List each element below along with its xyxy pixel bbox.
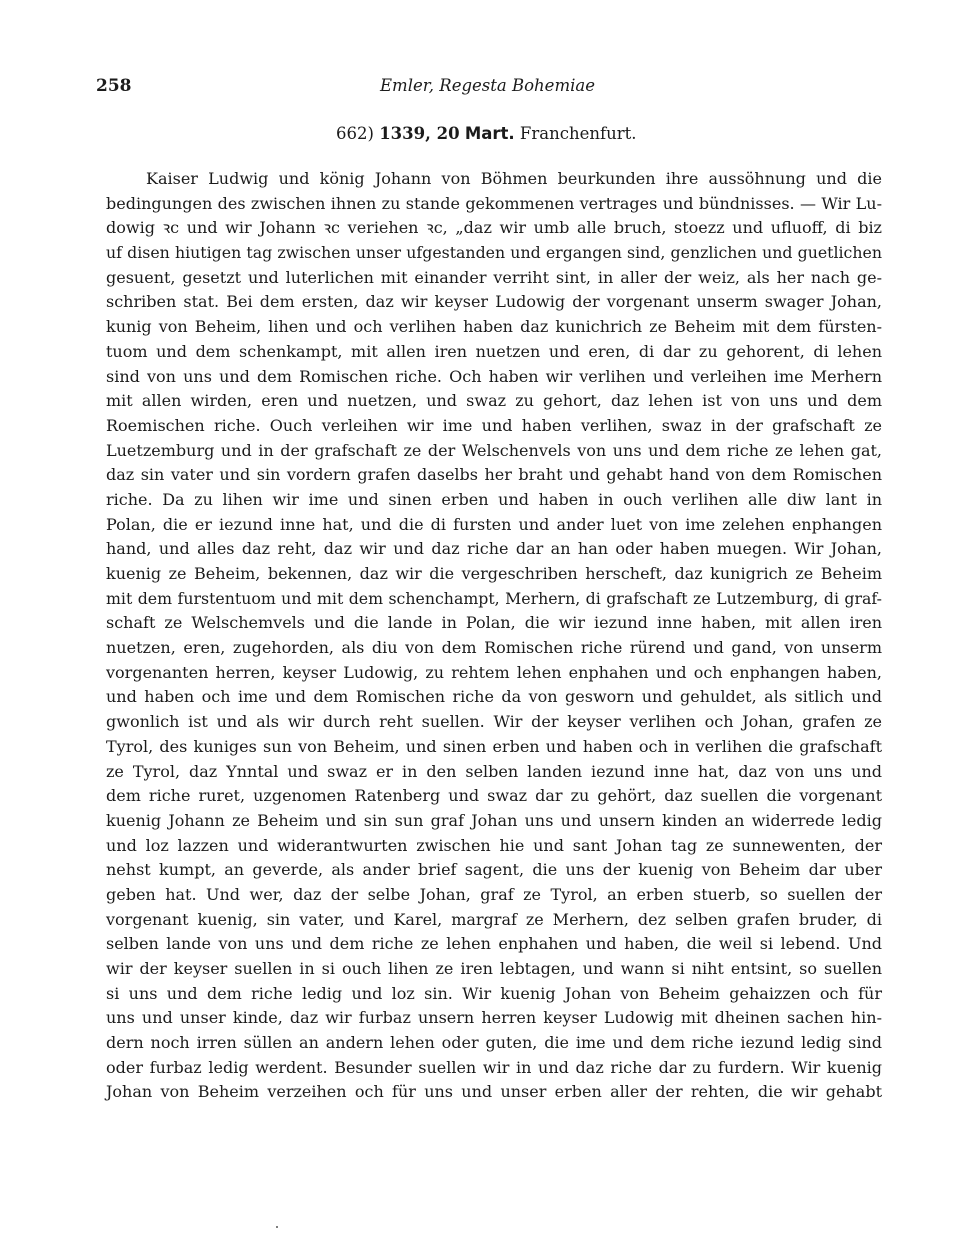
text-line: gwonlich ist und als wir durch reht suellen. Wir der keyser verlihen och Johan, grafen ze: [106, 712, 882, 732]
text-line: und loz lazzen und widerantwurten zwischen hie und sant Johan tag ze sunnewenten, der: [106, 835, 882, 855]
text-line: Polan, die er iezund inne hat, und die di fursten und ander luet von ime zelehen enphangen: [106, 514, 882, 534]
text-line: schriben stat. Bei dem ersten, daz wir keyser Ludowig der vorgenant unserm swager Johan,: [106, 292, 882, 312]
text-line: dem riche ruret, uzgenomen Ratenberg und swaz dar zu gehört, daz suellen die vorgenant: [106, 786, 882, 806]
entry-heading: [336, 124, 636, 143]
text-line: tuom und dem schenkampt, mit allen iren nuetzen und eren, di dar zu gehorent, di lehen: [106, 341, 882, 361]
text-line: gesuent, gesetzt und luterlichen mit einander verriht sint, in aller der weiz, als her nach ge-: [106, 267, 882, 287]
text-line: uns und unser kinde, daz wir furbaz unsern herren keyser Ludowig mit dheinen sachen hin-: [106, 1008, 882, 1028]
text-line: vorgenanten herren, keyser Ludowig, zu rehtem lehen enphahen und och enphangen haben,: [106, 662, 882, 682]
text-line: oder furbaz ledig werdent. Besunder suellen wir in und daz riche dar zu furdern. Wir kuenig: [106, 1057, 882, 1077]
text-line: kuenig Johann ze Beheim und sin sun graf Johan uns und unsern kinden an widerrede ledig: [106, 810, 882, 830]
text-line: selben lande von uns und dem riche ze lehen enphahen und haben, die weil si lebend. Und: [106, 934, 882, 954]
text-line: kuenig ze Beheim, bekennen, daz wir die vergeschriben herscheft, daz kunigrich ze Beheim: [106, 564, 882, 583]
entry-date: 1339, 20: [379, 124, 460, 143]
text-line: bedingungen des zwischen ihnen zu stande gekommenen vertrages und bündnisses. — Wir Lu-: [106, 193, 882, 213]
text-line: daz sin vater und sin vordern grafen daselbs her braht und gehabt hand von dem Romischen: [106, 465, 882, 485]
text-line: mit allen wirden, eren und nuetzen, und swaz zu gehort, daz lehen ist von uns und dem: [106, 391, 882, 411]
text-line: Kaiser Ludwig und könig Johann von Böhmen beurkunden ihre aussöhnung und die: [146, 169, 882, 188]
text-line: Roemischen riche. Ouch verleihen wir ime und haben verlihen, swaz in der grafschaft ze: [106, 415, 882, 435]
text-line: wir der keyser suellen in si ouch lihen ze iren lebtagen, und wann si niht entsint, so suellen: [106, 959, 882, 978]
text-line: si uns und dem riche ledig und loz sin. Wir kuenig Johan von Beheim gehaizzen och für: [106, 983, 882, 1003]
page-number: 258: [96, 76, 132, 96]
text-line: und haben och ime und dem Romischen riche da von gesworn und gehuldet, als sitlich und: [106, 687, 882, 707]
text-line: ze Tyrol, daz Ynntal und swaz er in den selben landen iezund inne hat, daz von uns und: [106, 761, 882, 781]
text-line: uf disen hiutigen tag zwischen unser ufgestanden und ergangen sind, genzlichen und guetlichen: [106, 243, 882, 263]
entry-number: 662): [336, 124, 374, 143]
text-line: kunig von Beheim, lihen und och verlihen haben daz kunichrich ze Beheim mit dem fürsten-: [106, 317, 882, 337]
text-line: dowig ꝛc und wir Johann ꝛc veriehen ꝛc, „daz wir umb alle bruch, stoezz und ufluoff, di biz: [106, 218, 882, 238]
text-line: nuetzen, eren, zugehorden, als diu von dem Romischen riche rürend und gand, von unserm: [106, 638, 882, 658]
ink-speck: [276, 1226, 278, 1228]
text-line: Johan von Beheim verzeihen och für uns und unser erben aller der rehten, die wir gehabt: [106, 1082, 882, 1102]
running-title: Emler, Regesta Bohemiae: [380, 76, 595, 95]
text-line: Luetzemburg und in der grafschaft ze der Welschenvels von uns und dem riche ze lehen gat,: [106, 440, 882, 460]
text-line: riche. Da zu lihen wir ime und sinen erben und haben in ouch verlihen alle diw lant in: [106, 489, 882, 509]
entry-month: Mart.: [464, 124, 515, 143]
text-line: hand, und alles daz reht, daz wir und daz riche dar an han oder haben muegen. Wir Johan,: [106, 539, 882, 559]
text-line: schaft ze Welschemvels und die lande in Polan, die wir iezund inne haben, mit allen iren: [106, 613, 882, 633]
text-line: vorgenant kuenig, sin vater, und Karel, margraf ze Merhern, dez selben grafen bruder, di: [106, 909, 882, 929]
regest-body: [106, 167, 882, 1105]
text-line: geben hat. Und wer, daz der selbe Johan, graf ze Tyrol, an erben stuerb, so suellen der: [106, 884, 882, 904]
text-line: mit dem furstentuom und mit dem schenchampt, Merhern, di grafschaft ze Lutzemburg, di graf-: [106, 588, 882, 608]
text-line: sind von uns und dem Romischen riche. Och haben wir verlihen und verleihen ime Merhern: [106, 366, 882, 386]
text-line: Tyrol, des kuniges sun von Beheim, und sinen erben und haben och in verlihen die grafschaft: [106, 736, 882, 756]
entry-place: Franchenfurt.: [519, 124, 637, 143]
text-line: nehst kumpt, an geverde, als ander brief sagent, die uns der kuenig von Beheim dar uber: [106, 860, 882, 880]
text-line: dern noch irren süllen an andern lehen oder guten, die ime und dem riche iezund ledig sind: [106, 1033, 882, 1053]
